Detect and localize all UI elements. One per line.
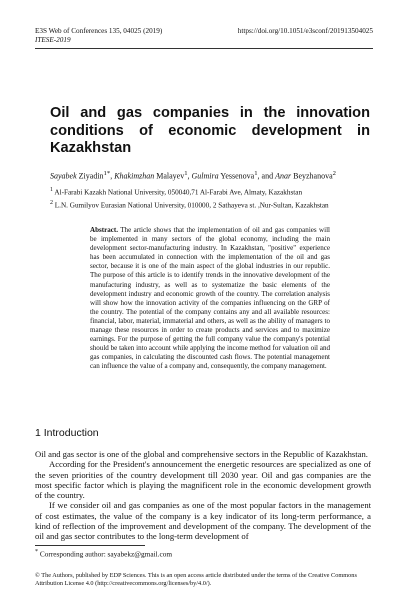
affiliation — [50, 198, 370, 211]
author-list — [50, 169, 370, 182]
author-separator: , — [110, 171, 115, 181]
footnote — [35, 549, 172, 558]
conference-name: ITESE-2019 — [35, 36, 71, 44]
journal-citation: E3S Web of Conferences 135, 04025 (2019) — [35, 27, 163, 35]
author-affil-mark: 1 — [184, 170, 188, 177]
author-affil-mark: 1* — [103, 170, 111, 177]
license-notice: © The Authors, published by EDP Sciences. This is an open access article distributed under the terms of the Creative Commons Attribution License 4.0 (http://creativecommons.org/licenses/by/4.0/). — [35, 572, 357, 588]
body-paragraph: According for the President's announcement the energetic resources are specialized as one of the seven priorities of the country development till 2030 year. Oil and gas companies are the most specific factor which is playing the magnificent role in the economic development growth of the country. — [35, 459, 371, 501]
paper-title: Oil and gas companies in the innovation conditions of economic development in Kazakhstan — [50, 105, 370, 156]
affiliation-mark: 1 — [50, 187, 53, 193]
affiliation-mark: 2 — [50, 200, 53, 207]
header-rule — [35, 48, 373, 49]
section-body — [35, 449, 371, 542]
author-affil-mark: 2 — [332, 170, 336, 177]
author-surname: Malayev — [156, 171, 185, 181]
author-separator: , and — [257, 171, 276, 181]
abstract-text: The article shows that the implementation of oil and gas companies will be implemented in many sectors of the global economy, including the main development sector-manufacturing industry. In Kazakhstan, "positive" experience has been accumulated in connection with the implementation of the oil and gas sector, because it is one of the main aspect of the global industries in our republic. The purpose of this article is to identify trends in the innovative development of the manufacturing industry, as well as to systematize the basic elements of the development industry and economic growth of the country. The correlation analysis will show how the innovation activity of the companies influencing on the GRP of the country. The potential of the company contains any and all available resources: financial, labor, material, immaterial and others, as well as the ability of managers to manage these resources in order to create products and services and to maximize earnings. For the purpose of getting the full company value the company's potential should be taken into account while applying the income method for valuation oil and gas companies, in calculating the discounted cash flows. The potential management can influence the value of a company and, consequently, the company management. — [90, 226, 330, 371]
author-given-name: Sayabek — [50, 171, 77, 181]
author-surname: Yessenova — [220, 171, 255, 181]
affiliation-text: L.N. Gumilyov Eurasian National University, 010000, 2 Sathayeva st. ,Nur-Sultan, Kazakhstan — [53, 201, 329, 210]
footnote-mark: * — [35, 549, 39, 555]
affiliation-text: Al-Farabi Kazakh National University, 050040,71 Al-Farabi Ave, Almaty, Kazakhstan — [53, 188, 303, 197]
author-given-name: Khakimzhan — [114, 171, 155, 181]
abstract — [90, 226, 330, 372]
author-separator: , — [187, 171, 192, 181]
footnote-rule — [35, 545, 145, 546]
author-surname: Ziyadin — [78, 171, 104, 181]
author-affil-mark: 1 — [254, 170, 258, 177]
author-surname: Beyzhanova — [293, 171, 333, 181]
body-paragraph: If we consider oil and gas companies as one of the most popular factors in the management of cost estimates, the value of the company is a key indicator of its long-term performance, a kind of reflection of the improvement and development of the company. The development of the oil and gas sector contributes to the long-term development of — [35, 500, 371, 542]
author-given-name: Anar — [275, 171, 292, 181]
affiliation-list — [50, 185, 370, 212]
doi-link[interactable]: https://doi.org/10.1051/e3sconf/201913504025 — [237, 27, 373, 35]
affiliation — [50, 185, 370, 198]
abstract-label: Abstract. — [90, 226, 118, 234]
author-given-name: Gulmira — [191, 171, 219, 181]
footnote-text: Corresponding author: sayabekz@gmail.com — [38, 549, 173, 559]
body-paragraph: Oil and gas sector is one of the global and comprehensive sectors in the Republic of Kazakhstan. — [35, 449, 368, 459]
section-heading: 1 Introduction — [35, 427, 99, 439]
